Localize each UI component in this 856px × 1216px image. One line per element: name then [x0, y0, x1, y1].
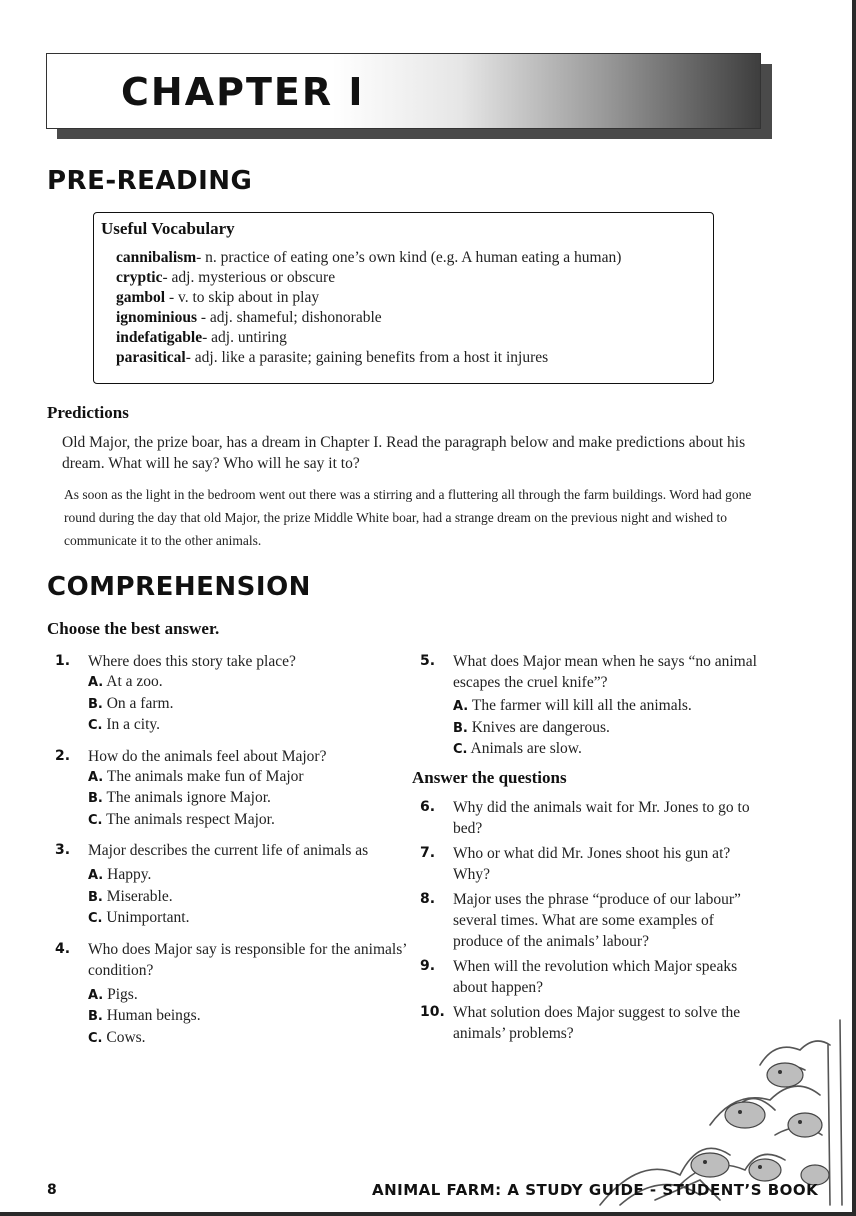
option-label: B.	[88, 791, 103, 806]
option-label: A.	[88, 987, 104, 1003]
option-text: Human beings.	[106, 1007, 201, 1024]
answer-option	[88, 1028, 407, 1050]
vocab-item	[116, 248, 621, 268]
open-question-item	[412, 889, 762, 952]
vocab-term: cryptic	[116, 269, 163, 286]
answer-option	[453, 718, 762, 740]
question-text: What does Major mean when he says “no animal escapes the cruel knife”?	[453, 653, 757, 691]
question-number: 2.	[55, 747, 71, 764]
question-number: 4.	[55, 940, 71, 957]
option-label: C.	[88, 718, 103, 733]
question-item	[47, 651, 407, 737]
option-text: Cows.	[106, 1028, 146, 1046]
question-number: 9.	[420, 957, 436, 974]
option-text: The animals respect Major.	[106, 810, 275, 828]
vocab-item	[116, 328, 621, 348]
vocab-definition: - v. to skip about in play	[165, 289, 320, 306]
option-label: C.	[88, 1030, 103, 1046]
question-item	[47, 939, 407, 1050]
choose-best-answer-heading: Choose the best answer.	[47, 619, 220, 638]
question-item	[412, 651, 762, 761]
option-label: B.	[453, 720, 468, 736]
page-edge-bottom	[0, 1212, 856, 1216]
right-question-column	[412, 651, 762, 1044]
question-text: How do the animals feel about Major?	[88, 747, 327, 765]
option-text: Unimportant.	[106, 909, 190, 926]
question-number: 6.	[420, 798, 436, 815]
option-label: B.	[88, 696, 103, 712]
open-question-item	[412, 797, 762, 839]
vocab-item	[116, 348, 621, 368]
chapter-banner	[46, 53, 761, 129]
option-label: B.	[88, 889, 103, 905]
open-question-item	[412, 956, 762, 998]
open-question-item	[412, 843, 762, 885]
predictions-heading: Predictions	[47, 403, 129, 422]
vocab-term: cannibalism	[116, 249, 197, 266]
answer-option	[453, 696, 762, 718]
option-text: Happy.	[107, 866, 152, 883]
option-text: The animals make fun of Major	[106, 767, 304, 785]
vocab-term: ignominious	[116, 309, 197, 326]
question-text: Major uses the phrase “produce of our labour” several times. What are some examples of produce of the animals’ labour?	[453, 890, 741, 950]
left-question-column	[47, 651, 407, 1049]
question-text: Where does this story take place?	[88, 653, 296, 670]
answer-option	[88, 788, 407, 810]
vocab-term: indefatigable	[116, 329, 203, 346]
question-item	[47, 746, 407, 832]
question-number: 5.	[420, 653, 436, 669]
vocab-definition: - adj. untiring	[202, 329, 287, 346]
answer-option	[88, 810, 407, 832]
vocabulary-box	[93, 212, 714, 384]
vocabulary-list	[116, 248, 621, 368]
answer-option	[88, 908, 407, 930]
vocab-item	[116, 268, 621, 288]
option-text: Miserable.	[106, 887, 173, 905]
answer-option	[88, 694, 407, 716]
answer-questions-heading: Answer the questions	[412, 767, 567, 787]
footer-book-title: ANIMAL FARM: A STUDY GUIDE - STUDENT’S BOOK	[372, 1181, 819, 1199]
vocabulary-title: Useful Vocabulary	[101, 219, 235, 238]
question-number: 10.	[420, 1003, 445, 1020]
option-label: A.	[88, 769, 104, 785]
predictions-passage: As soon as the light in the bedroom went out there was a stirring and a fluttering all through the farm buildings. Word had gone round during the day that old Major, the prize Middle White boar, had a strange dream on the previous night and wished to communicate it to the other animals.	[64, 487, 752, 548]
answer-option	[88, 1006, 407, 1028]
option-label: C.	[453, 742, 468, 757]
comprehension-heading: COMPREHENSION	[47, 572, 311, 602]
question-item	[47, 840, 407, 930]
answer-option	[88, 767, 407, 789]
option-label: A.	[88, 868, 104, 883]
option-text: Animals are slow.	[470, 740, 582, 757]
option-label: C.	[88, 812, 103, 828]
question-text: Major describes the current life of animals as	[88, 842, 369, 859]
vocab-definition: - n. practice of eating one’s own kind (e.g. A human eating a human)	[196, 249, 622, 266]
option-text: The farmer will kill all the animals.	[471, 697, 692, 714]
question-text: Who does Major say is responsible for the animals’ condition?	[88, 940, 407, 979]
answer-option	[88, 865, 407, 887]
vocab-definition: - adj. like a parasite; gaining benefits from a host it injures	[185, 349, 549, 366]
answer-option	[88, 887, 407, 909]
predictions-instruction: Old Major, the prize boar, has a dream in Chapter I. Read the paragraph below and make predictions about his dream. What will he say? Who will he say it to?	[62, 434, 746, 472]
question-text: When will the revolution which Major speaks about happen?	[453, 957, 738, 996]
vocab-item	[116, 308, 621, 328]
question-number: 3.	[55, 842, 71, 858]
question-text: Who or what did Mr. Jones shoot his gun at? Why?	[453, 844, 731, 883]
question-text: Why did the animals wait for Mr. Jones to go to bed?	[453, 798, 750, 837]
option-text: Knives are dangerous.	[471, 718, 610, 736]
option-label: A.	[453, 699, 469, 714]
answer-option	[88, 985, 407, 1007]
question-number: 1.	[55, 653, 71, 669]
option-text: At a zoo.	[106, 673, 163, 690]
vocab-definition: - adj. shameful; dishonorable	[196, 309, 382, 326]
pre-reading-heading: PRE-READING	[47, 166, 253, 196]
question-number: 7.	[420, 844, 436, 861]
option-text: In a city.	[106, 716, 161, 733]
chapter-title: CHAPTER I	[121, 70, 365, 114]
question-number: 8.	[420, 890, 436, 907]
vocab-item	[116, 288, 621, 308]
vocab-term: gambol	[116, 289, 166, 306]
question-text: What solution does Major suggest to solve the animals’ problems?	[453, 1003, 741, 1042]
option-label: B.	[88, 1009, 103, 1024]
page-edge-right	[852, 0, 856, 1216]
answer-option	[88, 672, 407, 694]
page-number: 8	[47, 1182, 57, 1198]
vocab-definition: - adj. mysterious or obscure	[162, 269, 336, 286]
option-text: The animals ignore Major.	[106, 789, 271, 806]
option-text: Pigs.	[107, 985, 138, 1003]
option-label: C.	[88, 911, 103, 926]
answer-option	[88, 715, 407, 737]
option-label: A.	[88, 675, 104, 690]
answer-option	[453, 739, 762, 761]
option-text: On a farm.	[106, 694, 174, 712]
vocab-term: parasitical	[116, 349, 186, 366]
